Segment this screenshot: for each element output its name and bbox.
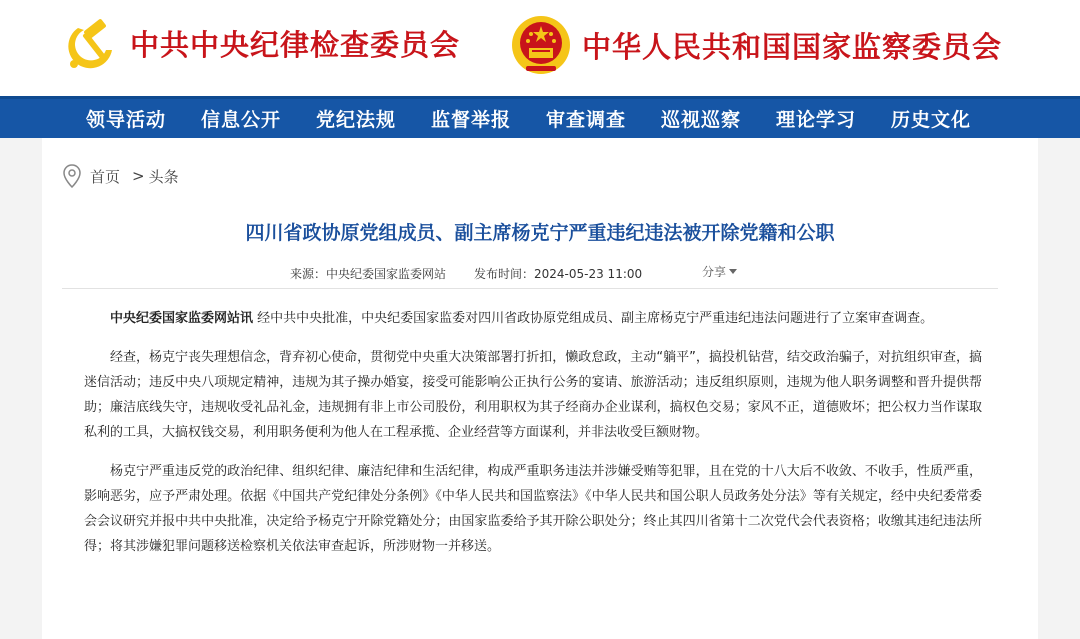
article-body — [84, 306, 982, 573]
share-button[interactable] — [702, 263, 737, 280]
article-lead: 中央纪委国家监委网站讯 — [110, 311, 254, 326]
divider — [62, 288, 998, 289]
left-org-name: 中共中央纪律检查委员会 — [130, 27, 461, 62]
breadcrumb-separator: > — [132, 167, 145, 185]
article-date: 发布时间：2024-05-23 11:00 — [474, 267, 643, 281]
main-nav — [0, 96, 1080, 138]
article-source: 来源：中央纪委国家监委网站 — [290, 267, 447, 281]
hammer-sickle-icon — [62, 14, 120, 72]
caret-down-icon — [729, 269, 737, 274]
right-org-name: 中华人民共和国国家监察委员会 — [582, 29, 1003, 64]
breadcrumb-home-link[interactable]: 首页 — [90, 167, 121, 186]
article-paragraph: 经查，杨克宁丧失理想信念，背弃初心使命，贯彻党中央重大决策部署打折扣，懒政怠政，主动“躺平”，搞投机钻营，结交政治骗子，对抗组织审查，搞迷信活动；违反中央八项规定精神，违规为其子操办婚宴，接受可能影响公正执行公务的宴请、旅游活动；违反组织原则，违规为他人职务调整和晋升提供帮助；廉洁底线失守，违规收受礼品礼金，违规拥有非上市公司股份，利用职权为其子经商办企业谋利，搞权色交易；家风不正，道德败坏；把公权力当作谋取私利的工具，大搞权钱交易，利用职务便利为他人在工程承揽、企业经营等方面谋利，并非法收受巨额财物。 — [84, 350, 982, 440]
nav-item-investigation[interactable]: 审查调查 — [546, 109, 627, 131]
article-paragraph — [84, 306, 982, 331]
nav-item-leadership[interactable]: 领导活动 — [86, 109, 167, 131]
nav-item-information[interactable]: 信息公开 — [201, 109, 282, 131]
nav-item-history[interactable]: 历史文化 — [891, 109, 972, 131]
site-header — [0, 0, 1080, 96]
location-pin-icon — [62, 164, 82, 188]
nav-item-inspection[interactable]: 巡视巡察 — [661, 109, 742, 131]
breadcrumb-current-link[interactable]: 头条 — [148, 167, 179, 186]
nav-item-regulations[interactable]: 党纪法规 — [316, 109, 397, 131]
article-paragraph-text: 经中共中央批准，中央纪委国家监委对四川省政协原党组成员、副主席杨克宁严重违纪违法问题进行了立案审查调查。 — [253, 311, 934, 326]
share-label: 分享 — [702, 265, 727, 279]
article-paragraph: 杨克宁严重违反党的政治纪律、组织纪律、廉洁纪律和生活纪律，构成严重职务违法并涉嫌受贿等犯罪，且在党的十八大后不收敛、不收手，性质严重，影响恶劣，应予严肃处理。依据《中国共产党纪律处分条例》《中华人民共和国监察法》《中华人民共和国公职人员政务处分法》等有关规定，经中央纪委常委会会议研究并报中共中央批准，决定给予杨克宁开除党籍处分；由国家监委给予其开除公职处分；终止其四川省第十二次党代会代表资格；收缴其违纪违法所得；将其涉嫌犯罪问题移送检察机关依法审查起诉，所涉财物一并移送。 — [84, 464, 982, 554]
breadcrumb — [62, 164, 179, 188]
cpc-commission-logo[interactable] — [62, 14, 460, 72]
national-emblem-icon — [510, 14, 572, 76]
article-container — [42, 138, 1038, 639]
nav-item-reporting[interactable]: 监督举报 — [431, 109, 512, 131]
national-commission-logo[interactable] — [510, 14, 1002, 76]
nav-item-theory[interactable]: 理论学习 — [776, 109, 857, 131]
article-title: 四川省政协原党组成员、副主席杨克宁严重违纪违法被开除党籍和公职 — [245, 222, 835, 244]
